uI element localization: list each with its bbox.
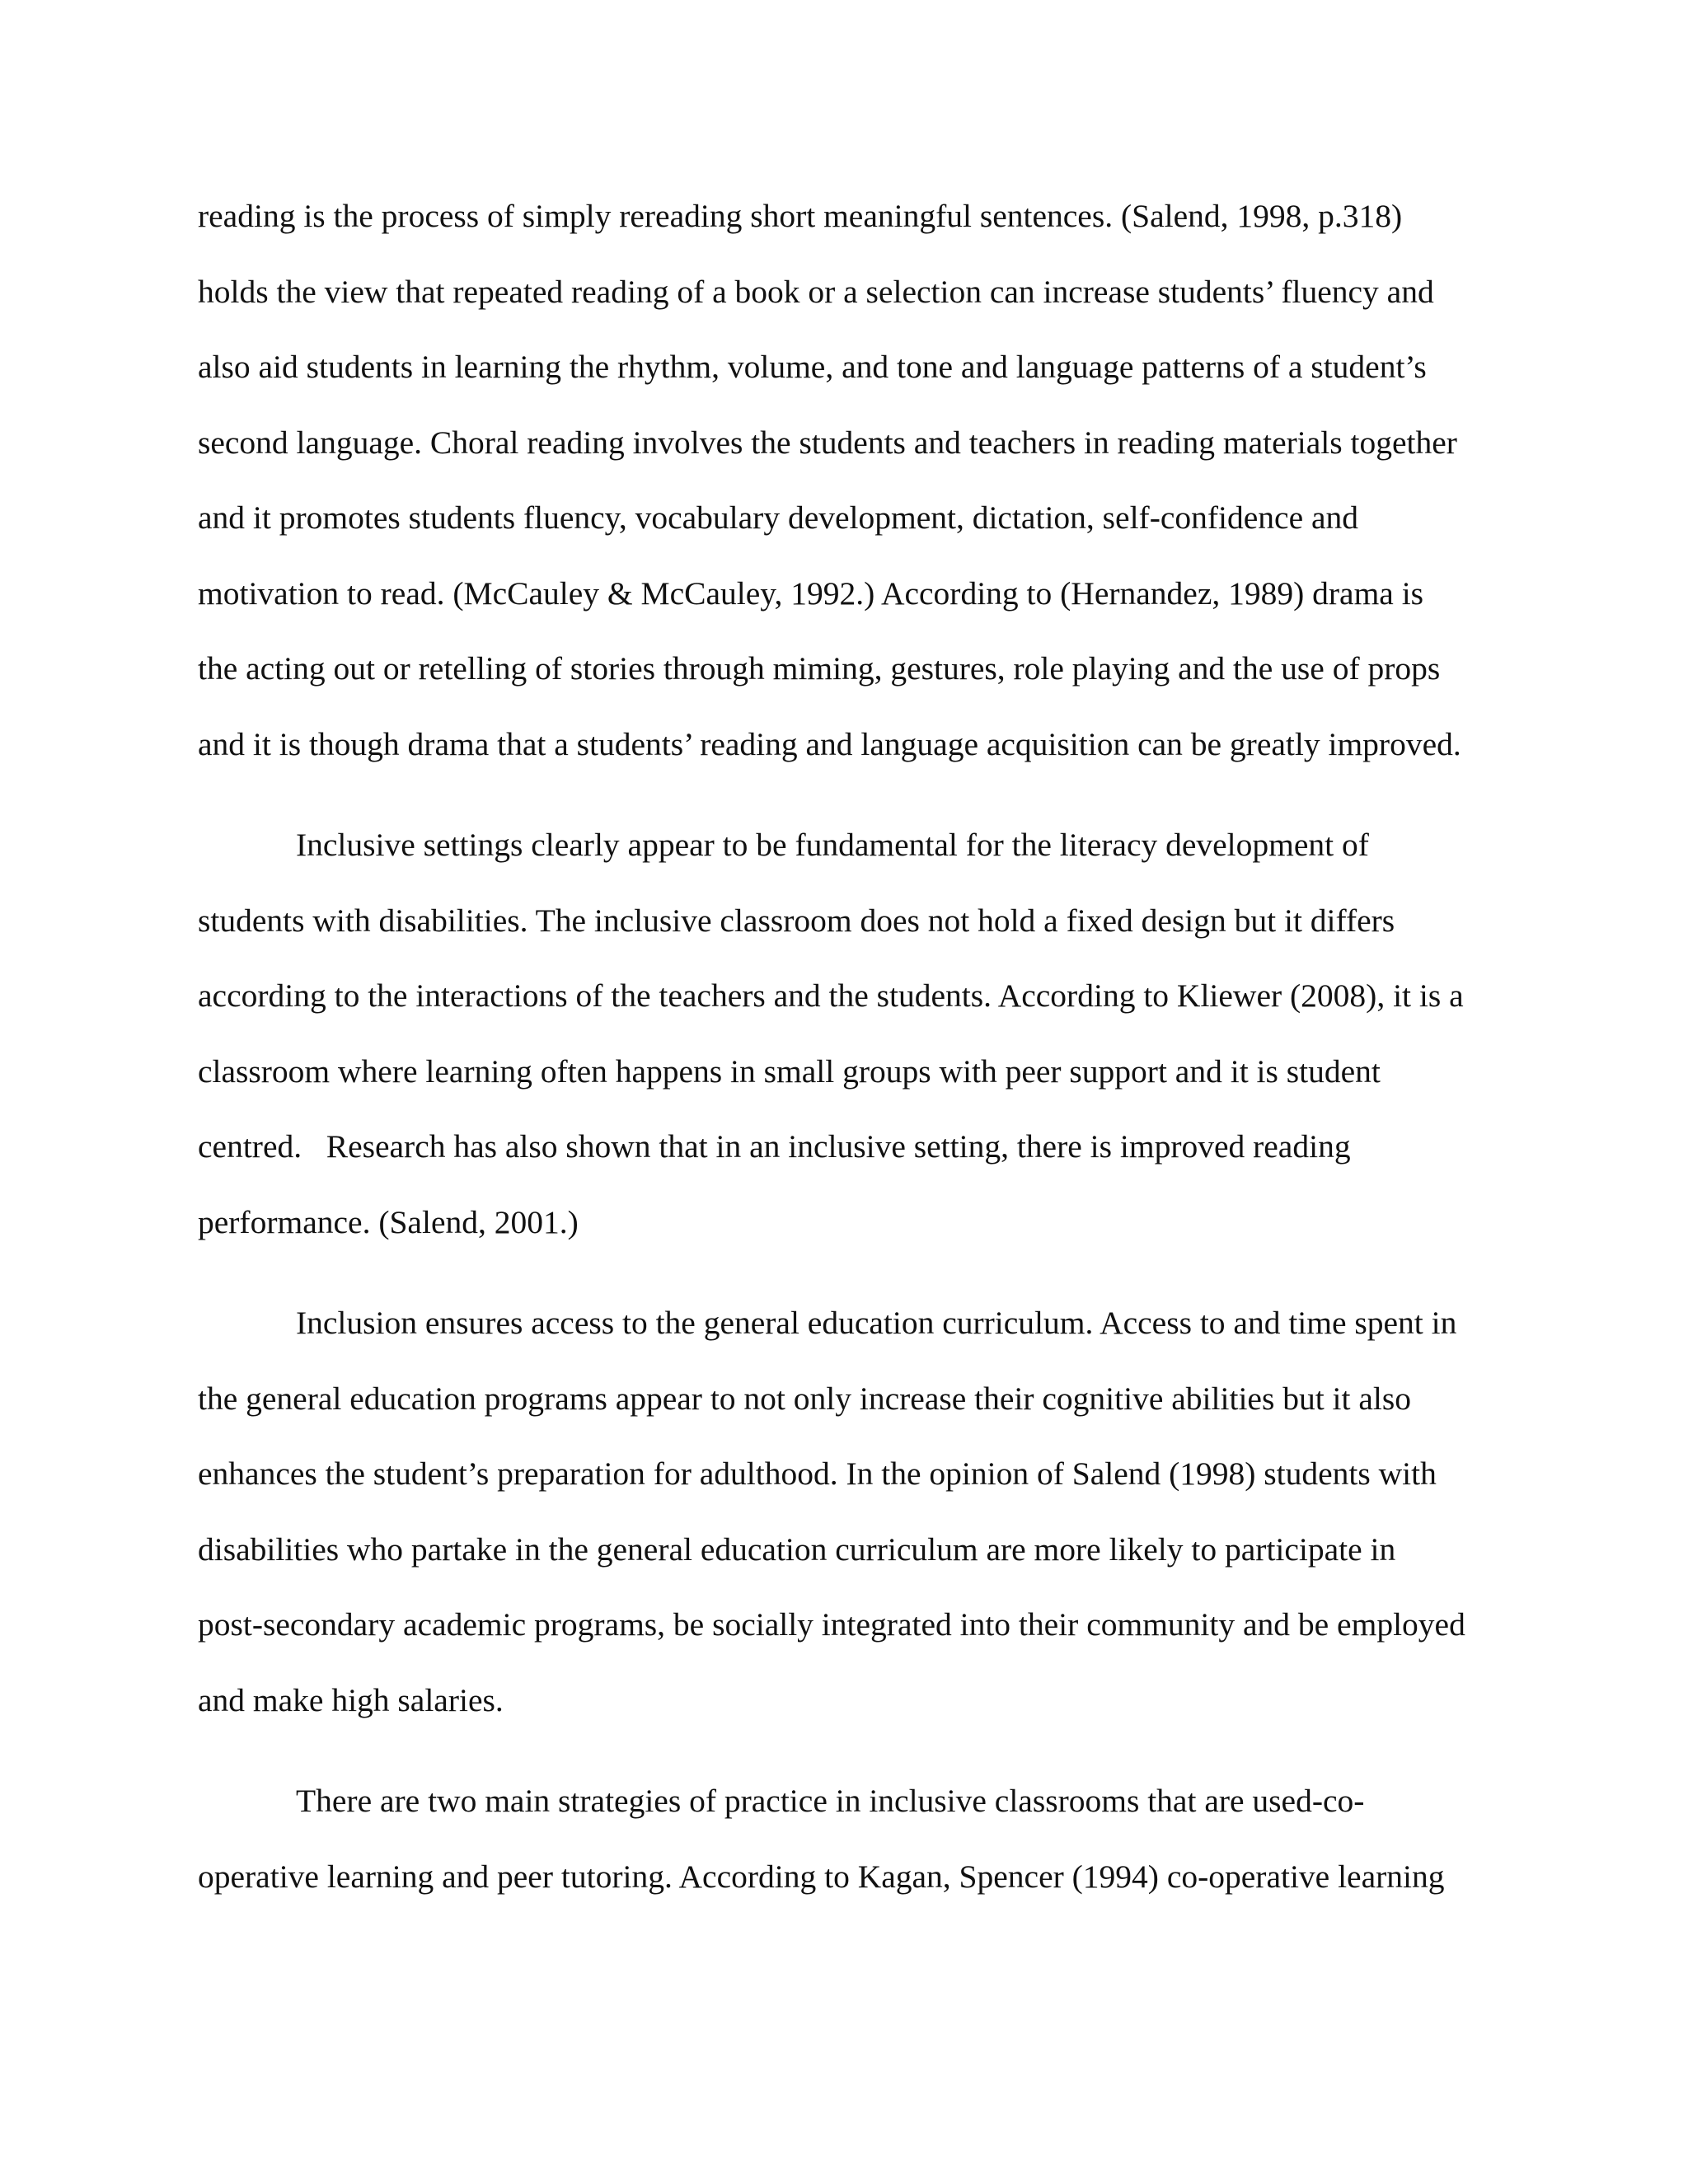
text-line: the acting out or retelling of stories through miming, gestures, role playing and the use of props	[198, 650, 1441, 687]
document-body	[198, 193, 1493, 1929]
text-line: the general education programs appear to not only increase their cognitive abilities but it also	[198, 1380, 1411, 1417]
text-line: operative learning and peer tutoring. According to Kagan, Spencer (1994) co-operative learning	[198, 1858, 1445, 1895]
text-line: reading is the process of simply rereading short meaningful sentences. (Salend, 1998, p.318)	[198, 198, 1403, 234]
paragraph-3	[198, 1300, 1493, 1752]
text-line: motivation to read. (McCauley & McCauley, 1992.) According to (Hernandez, 1989) drama is	[198, 574, 1424, 612]
text-line: second language. Choral reading involves the students and teachers in reading materials together	[198, 424, 1457, 461]
text-line: and make high salaries.	[198, 1681, 504, 1718]
text-line: Inclusion ensures access to the general education curriculum. Access to and time spent in	[296, 1305, 1457, 1341]
text-line: and it is though drama that a students’ reading and language acquisition can be greatly improved.	[198, 725, 1461, 762]
paragraph-spacer	[198, 1274, 1493, 1300]
text-line: There are two main strategies of practice in inclusive classrooms that are used-co-	[296, 1783, 1365, 1819]
text-line: post-secondary academic programs, be socially integrated into their community and be employed	[198, 1606, 1465, 1643]
text-line: according to the interactions of the teachers and the students. According to Kliewer (2008), it is a	[198, 977, 1464, 1014]
text-line: holds the view that repeated reading of a book or a selection can increase students’ fluency and	[198, 273, 1434, 310]
text-line: enhances the student’s preparation for adulthood. In the opinion of Salend (1998) students with	[198, 1455, 1437, 1492]
paragraph-1	[198, 193, 1493, 796]
text-line: performance. (Salend, 2001.)	[198, 1203, 579, 1240]
paragraph-spacer	[198, 1752, 1493, 1778]
paragraph-4	[198, 1778, 1493, 1929]
text-line: disabilities who partake in the general education curriculum are more likely to participate in	[198, 1530, 1396, 1568]
paragraph-2	[198, 822, 1493, 1274]
text-line: Inclusive settings clearly appear to be fundamental for the literacy development of	[296, 827, 1369, 863]
text-line: classroom where learning often happens in small groups with peer support and it is student	[198, 1052, 1381, 1090]
text-line: also aid students in learning the rhythm, volume, and tone and language patterns of a student’s	[198, 349, 1427, 385]
text-line: and it promotes students fluency, vocabulary development, dictation, self-confidence and	[198, 499, 1359, 536]
text-line: centred. Research has also shown that in an inclusive setting, there is improved reading	[198, 1128, 1351, 1165]
paragraph-spacer	[198, 796, 1493, 822]
text-line: students with disabilities. The inclusive classroom does not hold a fixed design but it differs	[198, 902, 1395, 939]
